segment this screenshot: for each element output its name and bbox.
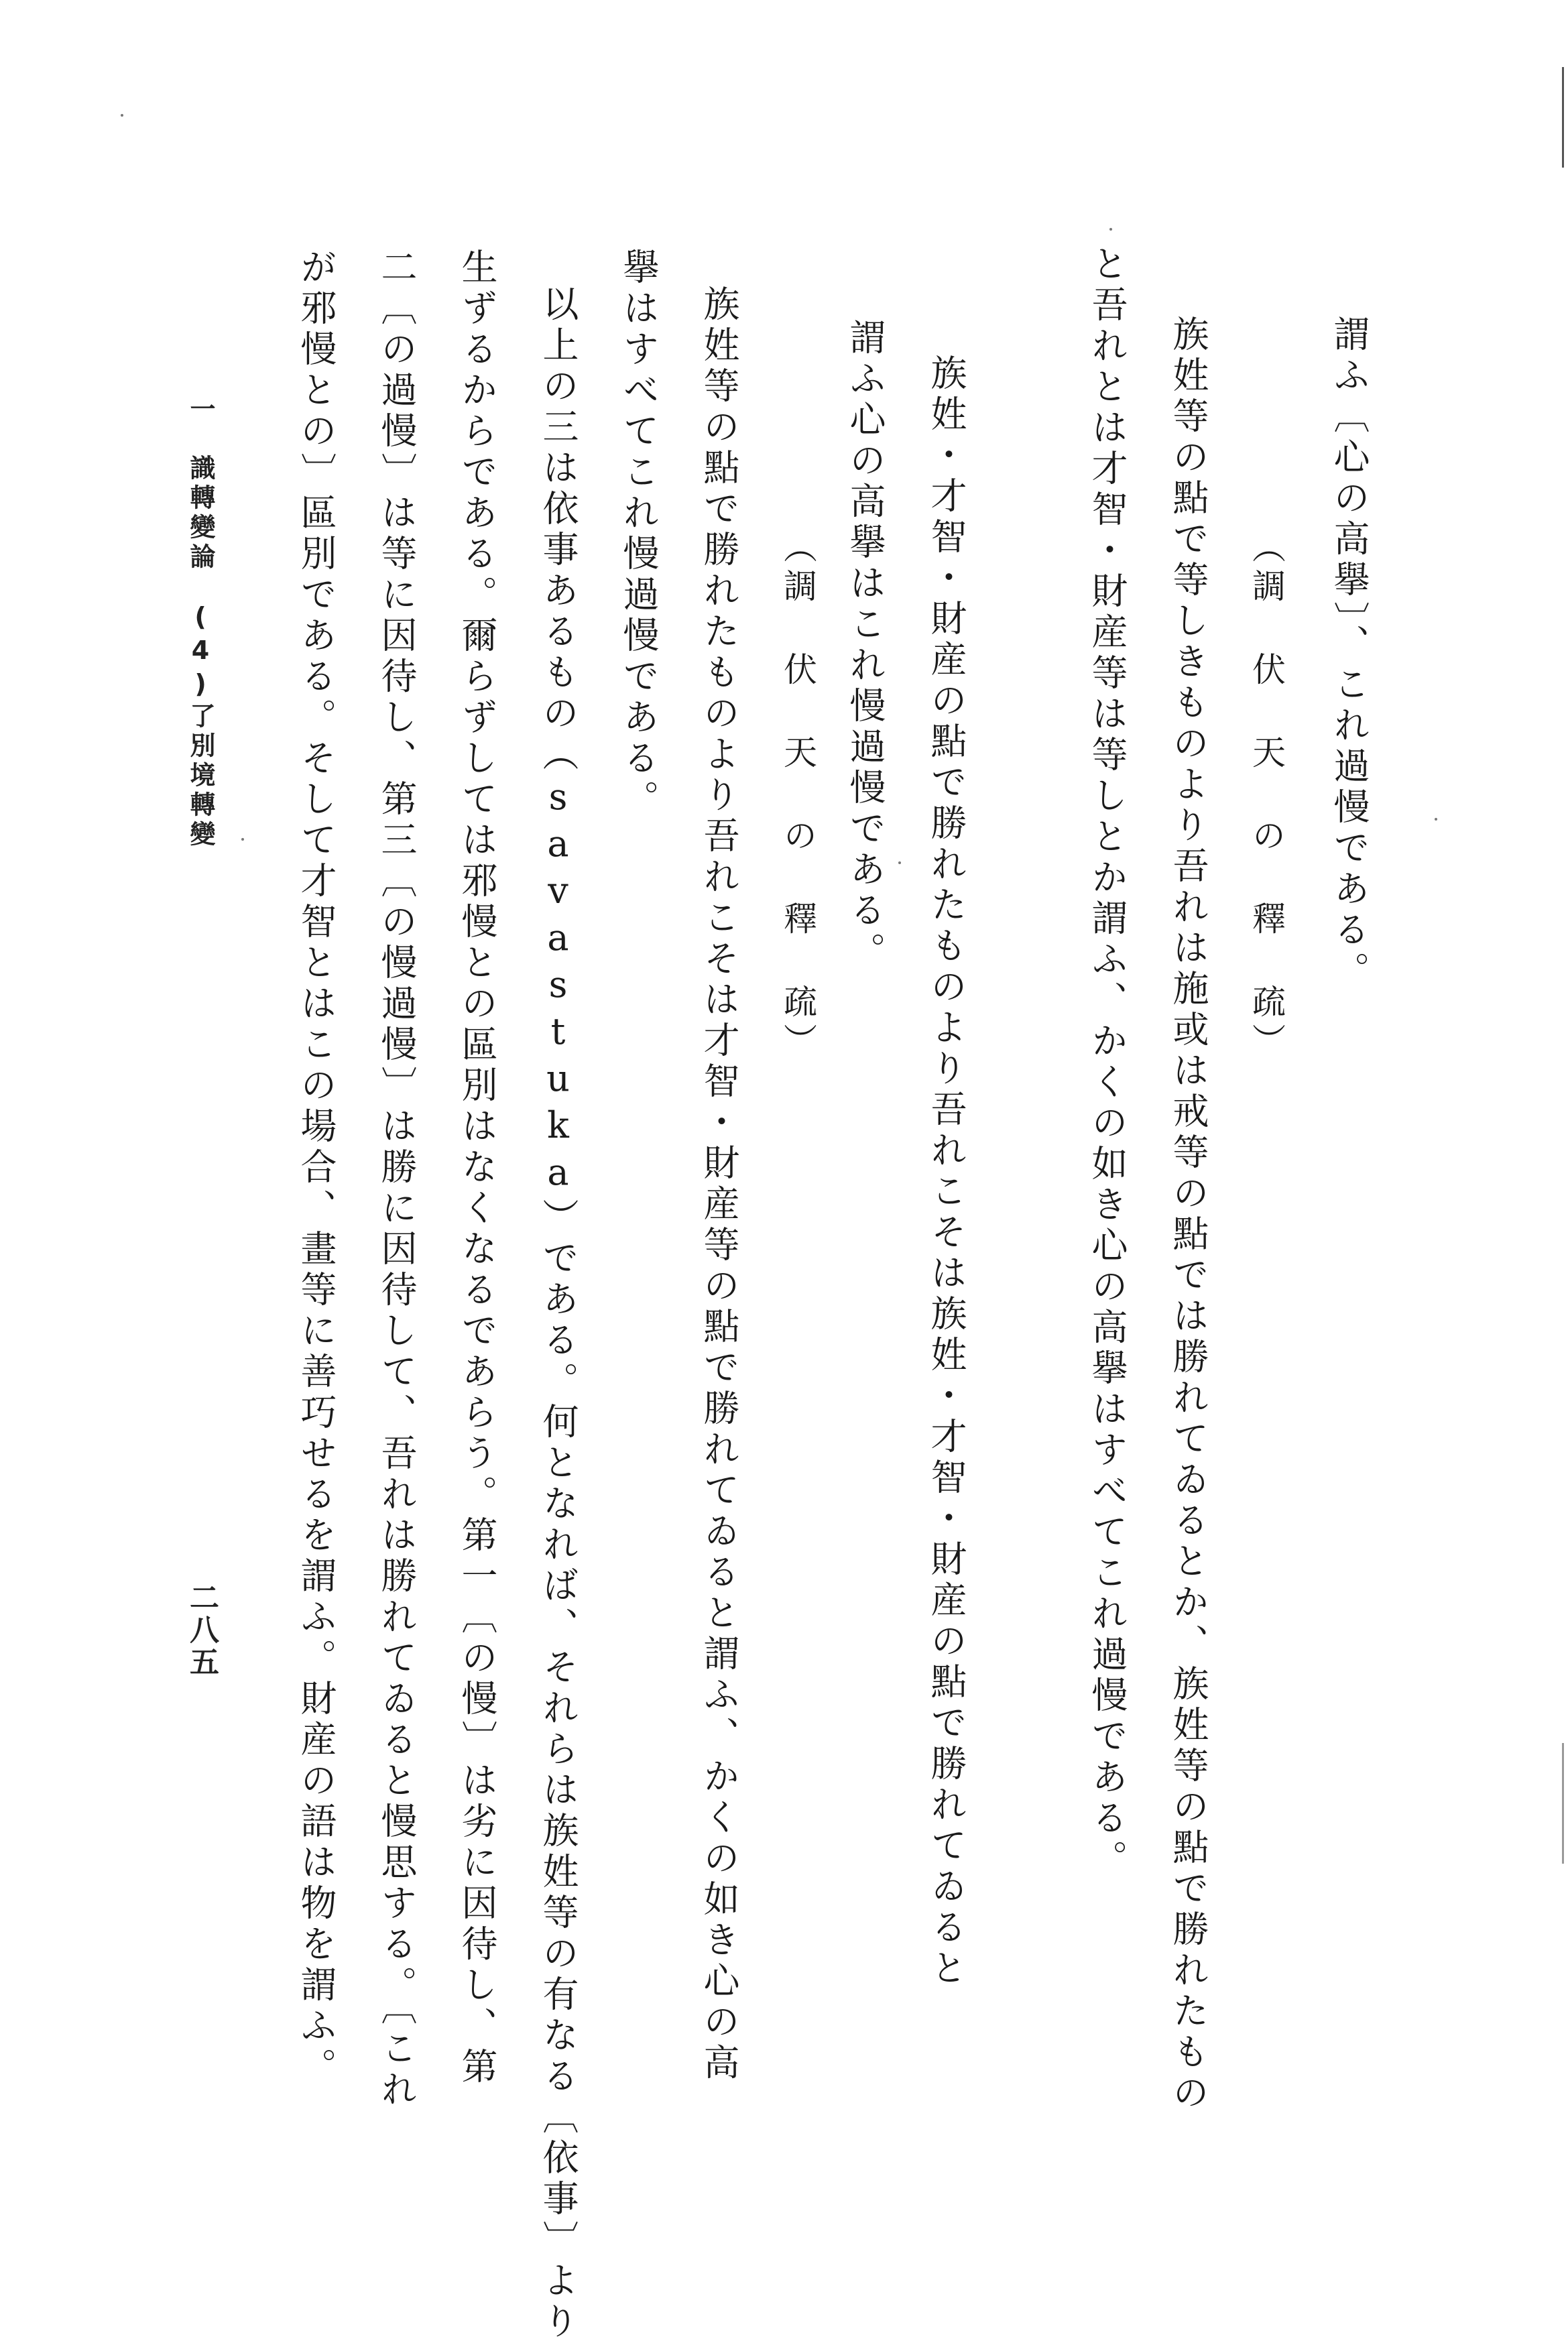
text-line-5: 謂ふ心の高擧はこれ慢過慢である。 (844, 318, 886, 973)
scan-speck (1435, 818, 1437, 821)
scan-edge-mark (1562, 67, 1564, 168)
text-line-7: 擧はすべてこれ慢過慢である。 (617, 248, 660, 821)
text-line-3: と吾れとは才智・財産等は等しとか謂ふ、かくの如き心の高擧はすべてこれ過慢である。 (1086, 245, 1128, 1880)
text-line-10: 二〔の過慢〕は等に因待し、第三〔の慢過慢〕は勝に因待して、吾れは勝れてゐると慢思する。〔これ (375, 248, 418, 2111)
running-header: 一 識轉變論 (4)了別境轉變 (186, 396, 215, 850)
scan-speck (898, 861, 901, 864)
text-line-8: 以上の三は依事あるもの（savastuka）である。何となれば、それらは族姓等の有なる〔依事〕より (537, 285, 579, 2343)
scan-speck (1109, 228, 1112, 231)
scan-edge-mark (1562, 1743, 1564, 1864)
page-number: 二八五 (184, 1582, 219, 1679)
text-line-9: 生ずるからである。爾らずしては邪慢との區別はなくなるであらう。第一〔の慢〕は劣に因待し、第 (456, 248, 498, 2088)
scan-speck (121, 114, 123, 117)
text-line-4: 族姓・才智・財産の點で勝れたものより吾れこそは族姓・才智・財産の點で勝れてゐると (925, 354, 967, 1990)
text-line-1: 謂ふ〔心の高擧〕、これ過慢である。 (1328, 315, 1370, 992)
commentary-heading-1: （調 伏 天 の 釋 疏） (1247, 530, 1286, 1062)
text-line-6: 族姓等の點で勝れたものより吾れこそは才智・財産等の點で勝れてゐると謂ふ、かくの如き心の高 (698, 285, 740, 2084)
scan-speck (241, 838, 244, 841)
text-line-2: 族姓等の點で等しきものより吾れは施或は戒等の點では勝れてゐるとか、族姓等の點で勝れたもの (1167, 315, 1209, 2114)
text-line-11: が邪慢との〕區別である。そして才智とはこの場合、畫等に善巧せるを謂ふ。財産の語は物を謂ふ。 (295, 248, 337, 2088)
commentary-heading-2: （調 伏 天 の 釋 疏） (778, 530, 817, 1062)
